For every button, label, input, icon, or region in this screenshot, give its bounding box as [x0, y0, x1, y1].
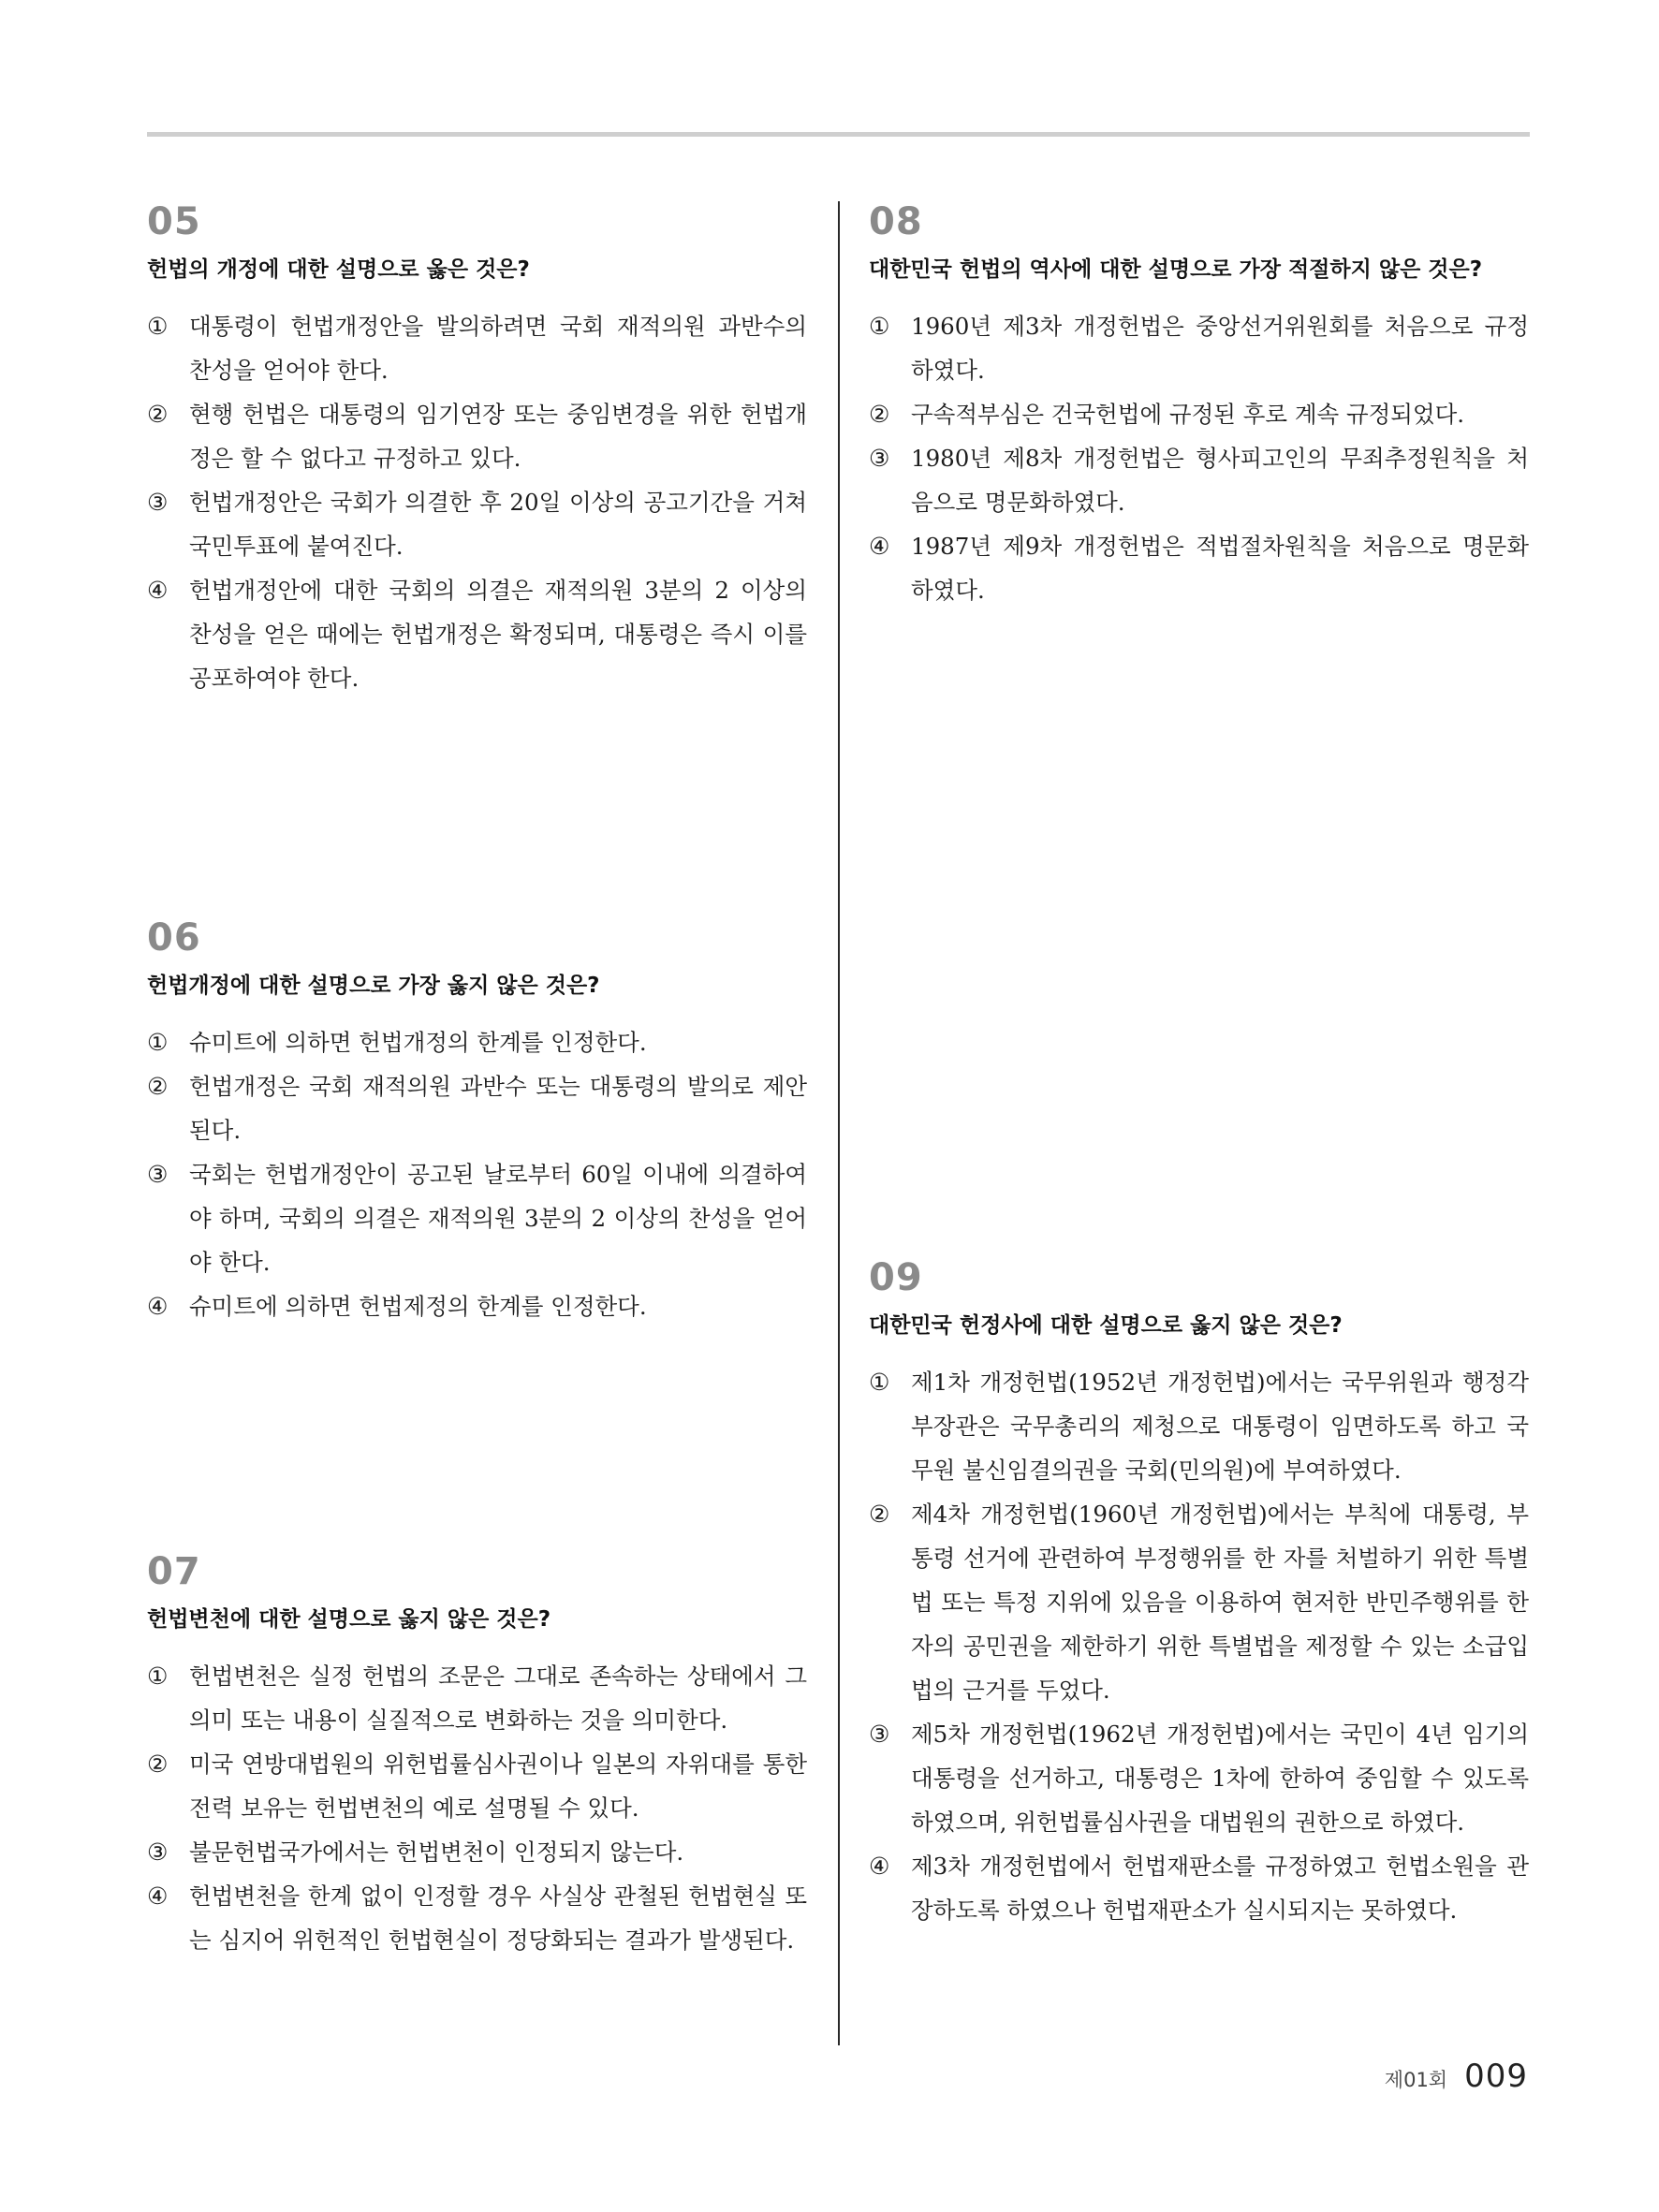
option-text: 1960년 제3차 개정헌법은 중앙선거위원회를 처음으로 규정하였다.: [911, 313, 1529, 384]
option-marker: ①: [147, 1029, 169, 1056]
question-stem: 헌법의 개정에 대한 설명으로 옳은 것은?: [147, 257, 530, 282]
option-marker: ④: [869, 533, 890, 560]
option-list: [147, 1020, 807, 1328]
option-4[interactable]: [869, 524, 1529, 612]
option-4[interactable]: [147, 1874, 807, 1962]
option-2[interactable]: [147, 1064, 807, 1152]
option-2[interactable]: [147, 392, 807, 480]
option-text: 헌법개정안에 대한 국회의 의결은 재적의원 3분의 2 이상의 찬성을 얻은 때에는 헌법개정은 확정되며, 대통령은 즉시 이를 공포하여야 한다.: [189, 577, 807, 692]
question-stem: 대한민국 헌정사에 대한 설명으로 옳지 않은 것은?: [869, 1313, 1343, 1338]
option-text: 헌법개정안은 국회가 의결한 후 20일 이상의 공고기간을 거쳐 국민투표에 붙여진다.: [189, 489, 807, 560]
option-marker: ④: [869, 1853, 890, 1880]
question-07: [147, 1551, 807, 1962]
page-footer: [1385, 2058, 1528, 2095]
option-text: 미국 연방대법원의 위헌법률심사권이나 일본의 자위대를 통한 전력 보유는 헌법변천의 예로 설명될 수 있다.: [189, 1751, 807, 1822]
option-marker: ②: [147, 1073, 169, 1100]
option-text: 제1차 개정헌법(1952년 개정헌법)에서는 국무위원과 행정각부장관은 국무총리의 제청으로 대통령이 임면하도록 하고 국무원 불신임결의권을 국회(민의원)에 부여하였다.: [911, 1369, 1529, 1484]
option-list: [147, 1654, 807, 1962]
option-1[interactable]: [147, 1020, 807, 1064]
question-08: [869, 201, 1529, 612]
option-list: [869, 1360, 1529, 1932]
page-number: 009: [1464, 2058, 1528, 2095]
question-09: [869, 1257, 1529, 1932]
option-text: 국회는 헌법개정안이 공고된 날로부터 60일 이내에 의결하여야 하며, 국회의 의결은 재적의원 3분의 2 이상의 찬성을 얻어야 한다.: [189, 1161, 807, 1276]
option-text: 1980년 제8차 개정헌법은 형사피고인의 무죄추정원칙을 처음으로 명문화하였다.: [911, 445, 1529, 516]
question-number: 09: [869, 1256, 923, 1299]
option-marker: ③: [869, 445, 890, 472]
option-3[interactable]: [147, 480, 807, 568]
option-3[interactable]: [147, 1152, 807, 1284]
top-rule: [147, 132, 1530, 137]
option-marker: ①: [869, 1369, 890, 1396]
option-marker: ④: [147, 1882, 169, 1910]
option-text: 대통령이 헌법개정안을 발의하려면 국회 재적의원 과반수의 찬성을 얻어야 한다.: [189, 313, 807, 384]
option-marker: ③: [147, 1838, 169, 1866]
option-4[interactable]: [147, 568, 807, 700]
question-stem: 대한민국 헌법의 역사에 대한 설명으로 가장 적절하지 않은 것은?: [869, 257, 1483, 282]
option-1[interactable]: [869, 304, 1529, 392]
option-text: 구속적부심은 건국헌법에 규정된 후로 계속 규정되었다.: [911, 401, 1465, 428]
column-divider: [838, 201, 840, 2045]
option-list: [869, 304, 1529, 612]
option-2[interactable]: [869, 1492, 1529, 1712]
question-05: [147, 201, 807, 700]
option-text: 헌법변천을 한계 없이 인정할 경우 사실상 관철된 헌법현실 또는 심지어 위헌적인 헌법현실이 정당화되는 결과가 발생된다.: [189, 1882, 807, 1954]
option-2[interactable]: [869, 392, 1529, 436]
option-1[interactable]: [869, 1360, 1529, 1492]
option-marker: ①: [869, 313, 890, 340]
option-text: 제5차 개정헌법(1962년 개정헌법)에서는 국민이 4년 임기의 대통령을 선거하고, 대통령은 1차에 한하여 중임할 수 있도록 하였으며, 위헌법률심사권을 대법원의 권한으로 하였다.: [911, 1721, 1529, 1836]
option-text: 현행 헌법은 대통령의 임기연장 또는 중임변경을 위한 헌법개정은 할 수 없다고 규정하고 있다.: [189, 401, 807, 472]
option-text: 슈미트에 의하면 헌법제정의 한계를 인정한다.: [189, 1293, 647, 1320]
question-number: 06: [147, 916, 201, 960]
option-4[interactable]: [147, 1284, 807, 1328]
option-1[interactable]: [147, 304, 807, 392]
question-stem: 헌법개정에 대한 설명으로 가장 옳지 않은 것은?: [147, 974, 600, 998]
option-text: 1987년 제9차 개정헌법은 적법절차원칙을 처음으로 명문화하였다.: [911, 533, 1529, 604]
option-marker: ②: [147, 401, 169, 428]
question-06: [147, 917, 807, 1328]
option-3[interactable]: [147, 1830, 807, 1874]
option-marker: ③: [147, 489, 169, 516]
option-2[interactable]: [147, 1742, 807, 1830]
option-3[interactable]: [869, 436, 1529, 524]
option-marker: ④: [147, 577, 169, 604]
exam-round-label: 제01회: [1384, 2069, 1448, 2091]
option-marker: ②: [869, 1501, 890, 1528]
option-marker: ③: [869, 1721, 890, 1748]
option-1[interactable]: [147, 1654, 807, 1742]
option-marker: ④: [147, 1293, 169, 1320]
question-stem: 헌법변천에 대한 설명으로 옳지 않은 것은?: [147, 1607, 551, 1632]
question-number: 08: [869, 200, 923, 243]
option-list: [147, 304, 807, 700]
option-marker: ①: [147, 313, 169, 340]
option-marker: ①: [147, 1663, 169, 1690]
option-marker: ②: [147, 1751, 169, 1778]
option-text: 제3차 개정헌법에서 헌법재판소를 규정하였고 헌법소원을 관장하도록 하였으나 헌법재판소가 실시되지는 못하였다.: [911, 1853, 1529, 1924]
question-number: 05: [147, 200, 201, 243]
option-marker: ③: [147, 1161, 169, 1188]
question-number: 07: [147, 1550, 201, 1593]
option-text: 헌법개정은 국회 재적의원 과반수 또는 대통령의 발의로 제안된다.: [189, 1073, 807, 1144]
option-text: 제4차 개정헌법(1960년 개정헌법)에서는 부칙에 대통령, 부통령 선거에 관련하여 부정행위를 한 자를 처벌하기 위한 특별법 또는 특정 지위에 있음을 이용하여 현저한 반민주행위를 한 자의 공민권을 제한하기 위한 특별법을 제정할 수 있는 소급입법의 근거를 두었다.: [911, 1501, 1529, 1704]
option-text: 불문헌법국가에서는 헌법변천이 인정되지 않는다.: [189, 1838, 684, 1866]
option-4[interactable]: [869, 1844, 1529, 1932]
option-marker: ②: [869, 401, 890, 428]
option-3[interactable]: [869, 1712, 1529, 1844]
option-text: 슈미트에 의하면 헌법개정의 한계를 인정한다.: [189, 1029, 647, 1056]
option-text: 헌법변천은 실정 헌법의 조문은 그대로 존속하는 상태에서 그 의미 또는 내용이 실질적으로 변화하는 것을 의미한다.: [189, 1663, 807, 1734]
